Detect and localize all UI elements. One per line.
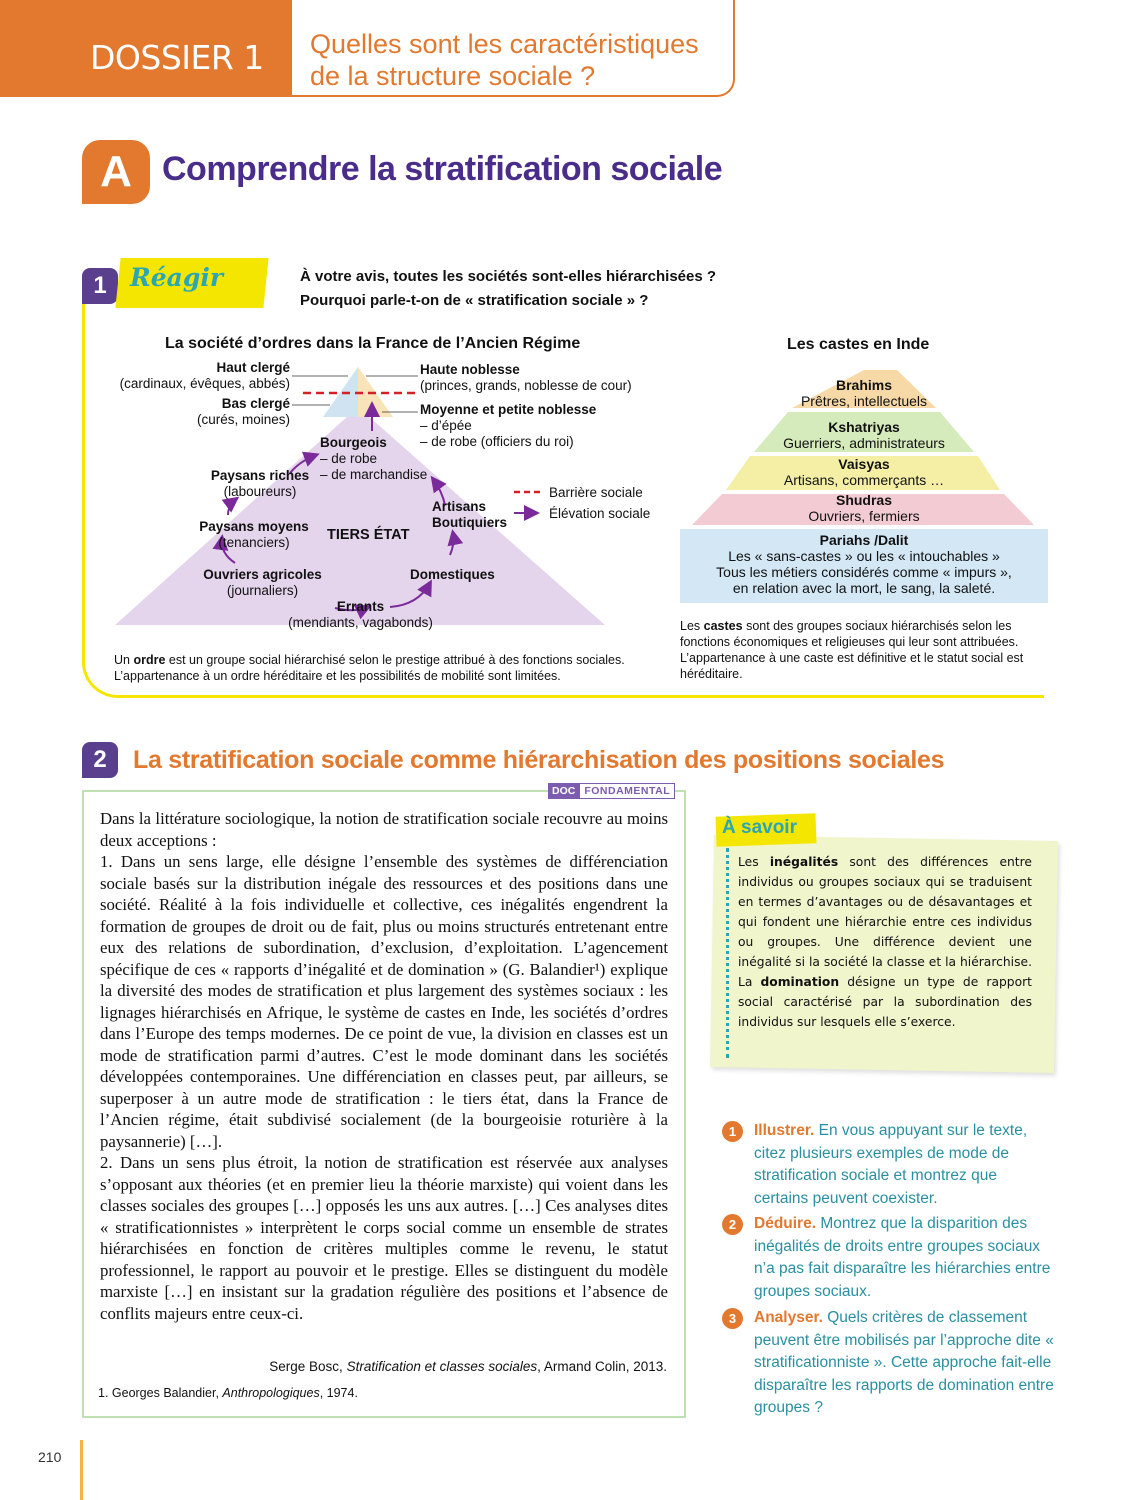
label-haute-noblesse: Haute noblesse (princes, grands, noblesse de cour)	[420, 362, 632, 393]
label-artisans: Artisans Boutiquiers	[432, 499, 508, 530]
savoir-title: À savoir	[722, 817, 797, 838]
section-title: Comprendre la stratification sociale	[162, 150, 723, 188]
legend-elevation-label: Élévation sociale	[549, 506, 651, 521]
caste-kshatriyas: Kshatriyas Guerriers, administrateurs	[783, 419, 945, 451]
savoir-dotted-line	[726, 848, 729, 1058]
savoir-text: Les inégalités sont des différences entre individus ou groupes sociaux qui se traduisent en termes d’avantages ou de désavantages et qui fondent une hiérarchie entre ces individus ou groupes. Une différence devient une inégalité si la société la classe et la hiérarchise. La domination désigne un type de rapport social caractérisé par la subordination des individus sur lesquels elle s’exerce.	[738, 855, 1032, 1029]
section-letter-badge: A	[82, 140, 150, 204]
doc-footnote: 1. Georges Balandier, Anthropologiques, 1974.	[98, 1386, 358, 1400]
doc-source: Serge Bosc, Stratification et classes sociales, Armand Colin, 2013.	[269, 1359, 667, 1374]
clerge-area	[323, 367, 358, 417]
caste-shudras: Shudras Ouvriers, fermiers	[808, 492, 920, 524]
block2-title: La stratification sociale comme hiérarchisation des positions sociales	[133, 746, 945, 774]
label-haut-clerge: Haut clergé (cardinaux, évêques, abbés)	[119, 360, 290, 391]
label-errants: Errants (mendiants, vagabonds)	[288, 599, 433, 630]
dossier-tab	[0, 0, 292, 97]
label-bourgeois: Bourgeois – de robe – de marchandise	[320, 435, 428, 482]
page-margin-bar	[80, 1440, 83, 1500]
legend-barrier-label: Barrière sociale	[549, 485, 643, 500]
dossier-label: DOSSIER 1	[90, 38, 264, 77]
label-ouvriers-agricoles: Ouvriers agricoles (journaliers)	[203, 567, 322, 598]
question-number: 2	[722, 1214, 743, 1235]
question-number: 3	[722, 1308, 743, 1329]
question-text: Analyser. Quels critères de classement peuvent être mobilisés par l’approche dite « stratificationniste ». Cette approche fait-elle disparaître les rapports de domination entre groupes ?	[754, 1309, 1054, 1416]
caste-definition: Les castes sont des groupes sociaux hiérarchisés selon les fonctions économiques et religieuses qui leur sont attribuées. L’appartenance à une caste est définitive et le statut social est héréditaire.	[680, 619, 1024, 681]
page-number: 210	[38, 1449, 62, 1465]
caste-vaisyas: Vaisyas Artisans, commerçants …	[783, 456, 945, 488]
label-moyenne-noblesse: Moyenne et petite noblesse – d’épée – de robe (officiers du roi)	[420, 402, 597, 449]
ordres-diagram-title: La société d’ordres dans la France de l’Ancien Régime	[165, 335, 581, 352]
question-number: 1	[722, 1121, 743, 1142]
question-text: Déduire. Montrez que la disparition des inégalités de droits entre groupes sociaux n’a pas fait disparaître les hiérarchies entre groupes sociaux.	[754, 1215, 1051, 1300]
castes-diagram-title: Les castes en Inde	[787, 336, 930, 353]
doc-paragraph: 2. Dans un sens plus étroit, la notion de stratification est réservée aux analyses s’opposant aux théories (et en premier lieu la théorie marxiste) qui voient dans les classes sociales des groupes […] opposés les uns aux autres. […] Ces analyses dites « stratificationnistes » interprètent le corps social comme un ensemble de strates hiérarchisées en fonction de critères multiples comme le revenu, le statut professionnel, le rapport au pouvoir et le prestige. Elles se distinguent du modèle marxiste […] en insistant sur la gradation régulière des positions et l’absence de conflits majeurs entre ceux-ci.	[100, 1153, 668, 1323]
label-bas-clerge: Bas clergé (curés, moines)	[196, 396, 290, 427]
document-text	[100, 808, 668, 1324]
block1-number-badge: 1	[82, 268, 118, 304]
reagir-tag: Réagir	[130, 263, 224, 292]
label-paysans-moyens: Paysans moyens (tenanciers)	[199, 519, 309, 550]
block2-number-badge: 2	[82, 742, 118, 778]
doc-type-tag: DOC FONDAMENTAL	[548, 783, 675, 799]
label-tiers-etat: TIERS ÉTAT	[327, 527, 410, 543]
reagir-question: À votre avis, toutes les sociétés sont-elles hiérarchisées ? Pourquoi parle-t-on de « stratification sociale » ?	[300, 268, 717, 309]
doc-paragraph: Dans la littérature sociologique, la notion de stratification sociale recouvre au moins deux acceptions :	[100, 809, 668, 850]
label-domestiques: Domestiques	[410, 567, 495, 582]
doc-paragraph: 1. Dans un sens large, elle désigne l’ensemble des systèmes de différenciation sociale basés sur la distribution inégale des ressources et des positions dans une société. Réalité à la fois individuelle et collective, ces inégalités engendrent la formation de groupes de droit ou de fait, plus ou moins structurés entretenant entre eux des relations de subordination, d’exclusion, d’exploitation. L’agencement spécifique de ces « rapports d’inégalité et de domination » (G. Balandier¹) explique la diversité des modes de stratification et plus largement des systèmes sociaux : les lignages hiérarchisés en Afrique, le système de castes en Inde, les sociétés d’ordres dans l’Europe des temps modernes. De ce point de vue, la division en classes est un mode de stratification parmi d’autres. C’est le mode dominant dans les sociétés développées contemporaines. Une différenciation en classes peut, par ailleurs, se superposer à un autre mode de stratification : le tiers état, dans la France de l’Ancien régime, était subdivisé socialement (de la bourgeoisie roturière à la paysannerie) […].	[100, 852, 668, 1151]
question-text: Illustrer. En vous appuyant sur le texte, citez plusieurs exemples de mode de stratification sociale et montrez que certains peuvent coexister.	[754, 1122, 1028, 1207]
elevation-arrow	[228, 499, 236, 515]
ordre-definition: Un ordre est un groupe social hiérarchisé selon le prestige attribué à des fonctions sociales. L’appartenance à un ordre héréditaire et les possibilités de mobilité sont limitées.	[114, 653, 625, 683]
dossier-title: Quelles sont les caractéristiques de la structure sociale ?	[310, 29, 699, 91]
caste-pariahs: Pariahs /Dalit Les « sans-castes » ou les « intouchables » Tous les métiers considérés comme « impurs », en relation avec la mort, le sang, la saleté.	[716, 532, 1012, 596]
caste-brahims: Brahims Prêtres, intellectuels	[800, 377, 928, 409]
label-paysans-riches: Paysans riches (laboureurs)	[210, 468, 310, 499]
